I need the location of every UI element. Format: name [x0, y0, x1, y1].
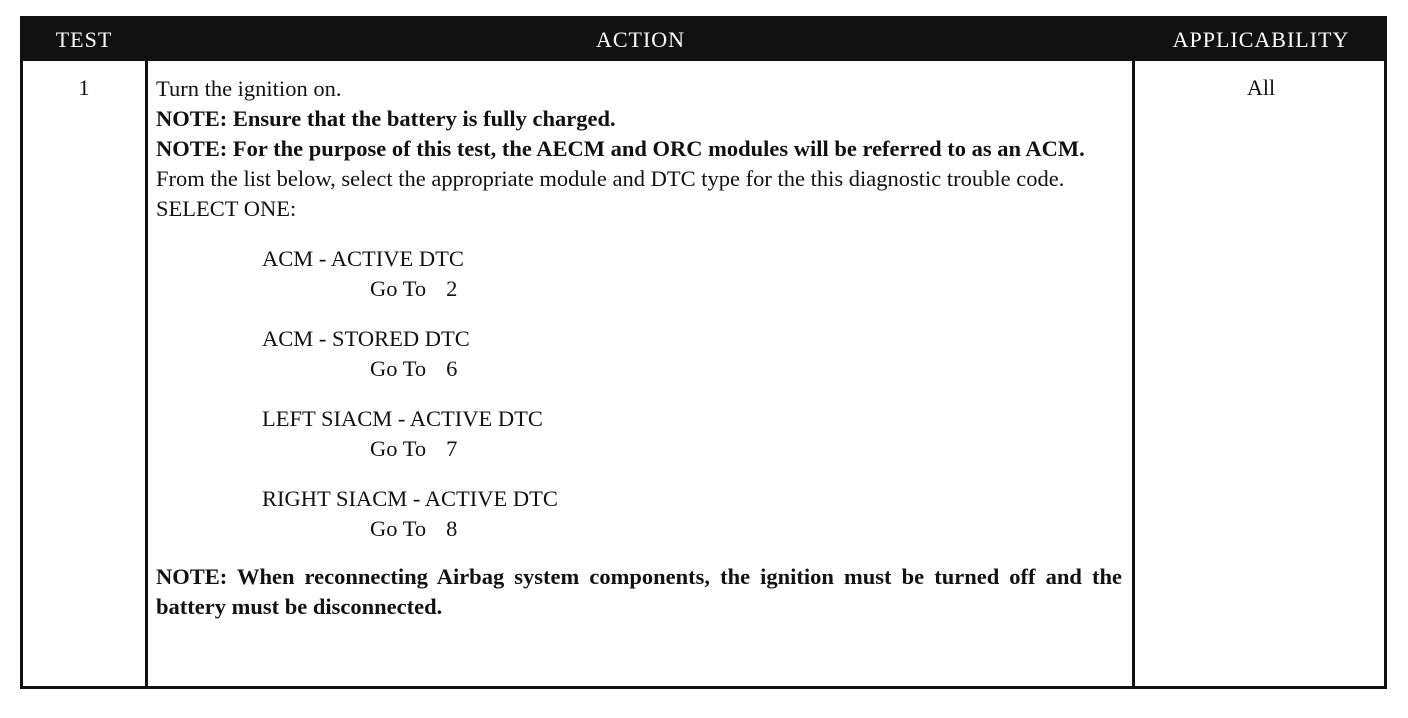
column-divider [145, 61, 148, 686]
note-reconnect: NOTE: When reconnecting Airbag system components, the ignition must be turned off and the battery must be disconnected. [156, 564, 1122, 619]
goto-target: 8 [446, 516, 458, 541]
goto-target: 7 [446, 436, 458, 461]
note-battery: NOTE: Ensure that the battery is fully charged. [156, 106, 616, 131]
option-label: ACM - STORED DTC [262, 326, 470, 351]
header-test: TEST [55, 27, 113, 52]
header-action: ACTION [595, 27, 686, 52]
option-item [262, 324, 1122, 384]
option-label: LEFT SIACM - ACTIVE DTC [262, 406, 543, 431]
goto-line [370, 354, 1122, 384]
column-divider [1132, 61, 1135, 686]
goto-target: 6 [446, 356, 458, 381]
option-label: ACM - ACTIVE DTC [262, 246, 464, 271]
option-item [262, 244, 1122, 304]
goto-line [370, 274, 1122, 304]
goto-line [370, 434, 1122, 464]
goto-line [370, 514, 1122, 544]
test-number: 1 [78, 75, 90, 100]
goto-target: 2 [446, 276, 458, 301]
goto-label: Go To [370, 516, 427, 541]
goto-label: Go To [370, 276, 427, 301]
instruction-text: From the list below, select the appropriate module and DTC type for the this diagnostic trouble code. [156, 166, 1065, 191]
option-label: RIGHT SIACM - ACTIVE DTC [262, 486, 558, 511]
select-one-label: SELECT ONE: [156, 196, 297, 221]
note-acm: NOTE: For the purpose of this test, the AECM and ORC modules will be referred to as an ACM. [156, 136, 1085, 161]
header-applicability: APPLICABILITY [1172, 27, 1350, 52]
action-step: Turn the ignition on. [156, 76, 342, 101]
action-cell [156, 74, 1122, 622]
diagnostic-test-table [20, 16, 1387, 689]
goto-label: Go To [370, 356, 427, 381]
goto-label: Go To [370, 436, 427, 461]
option-item [262, 404, 1122, 464]
applicability-value: All [1246, 75, 1276, 100]
option-item [262, 484, 1122, 544]
table-header [23, 19, 1384, 61]
